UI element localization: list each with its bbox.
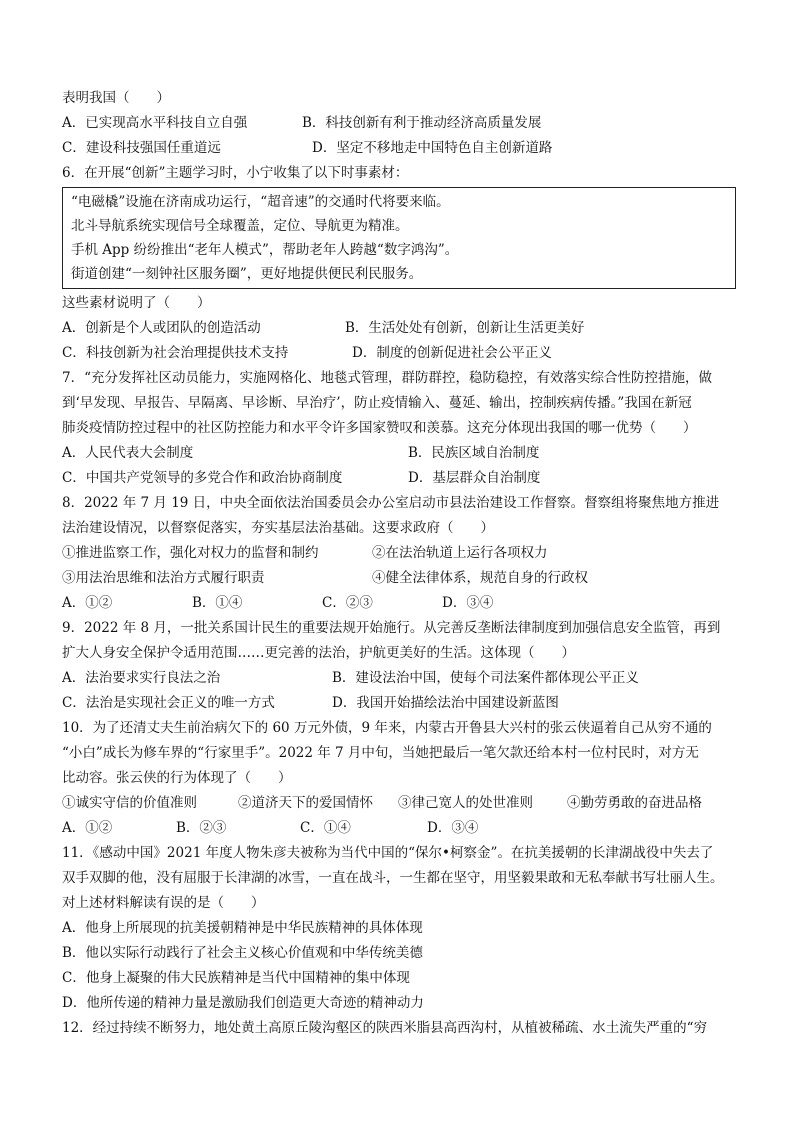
q11-option-d: D．他所传递的精神力量是激励我们创造更大奇迹的精神动力	[62, 995, 424, 1011]
q7-option-d: D．基层群众自治制度	[408, 470, 541, 486]
exam-page	[62, 86, 742, 1041]
q5-options-row-1	[62, 111, 742, 136]
q7-option-c: C．中国共产党领导的多党合作和政治协商制度	[62, 470, 343, 486]
q10-statements-row	[62, 791, 742, 816]
q10-option-b: B．②③	[176, 820, 227, 836]
q10-options-row	[62, 816, 742, 841]
q8-statement-2: ②在法治轨道上运行各项权力	[372, 545, 548, 561]
q8-stem-line-2: 法治建设情况，以督察促落实，夯实基层法治基础。这要求政府（ ）	[62, 520, 494, 536]
q10-option-d: D．③④	[427, 820, 479, 836]
q10-statement-2: ②道济天下的爱国情怀	[238, 795, 373, 811]
q11-stem-line-3: 对上述材料解读有误的是（ ）	[62, 895, 265, 911]
q10-stem-line-2: “小白”成长为修车界的“行家里手”。2022 年 7 月中旬，当她把最后一笔欠款还给本村一位村民时，对方无	[62, 745, 699, 761]
q12-stem-line-1: 12．经过持续不断努力，地处黄土高原丘陵沟壑区的陕西米脂县高西沟村，从植被稀疏、水土流失严重的“穷	[62, 1020, 708, 1036]
q6-materials-box	[62, 187, 736, 289]
q8-stem-line-1: 8．2022 年 7 月 19 日，中央全面依法治国委员会办公室启动市县法治建设工作督察。督察组将聚焦地方推进	[62, 495, 720, 511]
q5-option-b: B．科技创新有利于推动经济高质量发展	[302, 115, 542, 131]
q7-options-row-1	[62, 441, 742, 466]
q8-option-c: C．②③	[322, 595, 373, 611]
q5-option-d: D．坚定不移地走中国特色自主创新道路	[312, 140, 553, 156]
q5-options-row-2	[62, 136, 742, 161]
q6-option-b: B．生活处处有创新，创新让生活更美好	[345, 320, 585, 336]
q7-stem-line-1: 7．“充分发挥社区动员能力，实施网格化、地毯式管理，群防群控，稳防稳控，有效落实综合性防控措施，做	[62, 370, 712, 386]
q6-material-4: 街道创建“一刻钟社区服务圈”，更好地提供便民利民服务。	[71, 266, 423, 282]
q5-stem-tail: 表明我国（ ）	[62, 90, 170, 106]
q10-option-c: C．①④	[300, 820, 351, 836]
q7-option-b: B．民族区域自治制度	[408, 445, 540, 461]
q8-option-a: A．①②	[62, 595, 113, 611]
q10-statement-4: ④勤劳勇敢的奋进品格	[567, 795, 702, 811]
q9-option-c: C．法治是实现社会正义的唯一方式	[62, 695, 275, 711]
q11-option-c: C．他身上凝聚的伟大民族精神是当代中国精神的集中体现	[62, 970, 410, 986]
q11-option-a: A．他身上所展现的抗美援朝精神是中华民族精神的具体体现	[62, 920, 423, 936]
q10-statement-1: ①诚实守信的价值准则	[62, 795, 197, 811]
q5-option-a: A．已实现高水平科技自立自强	[62, 115, 248, 131]
q6-material-3: 手机 App 纷纷推出“老年人模式”，帮助老年人跨越“数字鸿沟”。	[71, 242, 459, 258]
q8-statements-row-2	[62, 566, 742, 591]
q8-option-b: B．①④	[192, 595, 243, 611]
q7-options-row-2	[62, 466, 742, 491]
q9-option-a: A．法治要求实行良法之治	[62, 670, 221, 686]
q6-option-d: D．制度的创新促进社会公平正义	[352, 345, 552, 361]
q6-material-1: “电磁橇”设施在济南成功运行，“超音速”的交通时代将要来临。	[71, 194, 450, 210]
q9-stem-line-2: 扩大人身安全保护令适用范围……更完善的法治，护航更美好的生活。这体现（ ）	[62, 645, 575, 661]
q11-stem-line-2: 双手双脚的他，没有屈服于长津湖的冰雪，一直在战斗，一生都在坚守，用坚毅果敢和无私奉献书写壮丽人生。	[62, 870, 724, 886]
q6-options-row-2	[62, 341, 742, 366]
q9-option-b: B．建设法治中国，使每个司法案件都体现公平正义	[332, 670, 639, 686]
q9-options-row-1	[62, 666, 742, 691]
q8-statement-1: ①推进监察工作，强化对权力的监督和制约	[62, 545, 319, 561]
q8-options-row	[62, 591, 742, 616]
q7-stem-line-3: 肺炎疫情防控过程中的社区防控能力和水平令许多国家赞叹和羡慕。这充分体现出我国的哪一优势（ ）	[62, 420, 697, 436]
q10-statement-3: ③律己宽人的处世准则	[398, 795, 533, 811]
q6-option-a: A．创新是个人或团队的创造活动	[62, 320, 261, 336]
q6-stem: 6．在开展“创新”主题学习时，小宁收集了以下时事素材：	[62, 165, 409, 181]
q6-question: 这些素材说明了（ ）	[62, 295, 211, 311]
q10-stem-line-3: 比动容。张云侠的行为体现了（ ）	[62, 770, 292, 786]
q9-stem-line-1: 9．2022 年 8 月，一批关系国计民生的重要法规开始施行。从完善反垄断法律制度到加强信息安全监管，再到	[62, 620, 721, 636]
q7-stem-line-2: 到‘早发现、早报告、早隔离、早诊断、早治疗’，防止疫情输入、蔓延、输出，控制疾病传播。”我国在新冠	[62, 395, 692, 411]
q9-option-d: D．我国开始描绘法治中国建设新蓝图	[332, 695, 559, 711]
q9-options-row-2	[62, 691, 742, 716]
q11-option-b: B．他以实际行动践行了社会主义核心价值观和中华传统美德	[62, 945, 423, 961]
q6-material-2: 北斗导航系统实现信号全球覆盖，定位、导航更为精准。	[71, 218, 409, 234]
q8-statement-4: ④健全法律体系，规范自身的行政权	[372, 570, 588, 586]
q6-options-row-1	[62, 316, 742, 341]
q10-stem-line-1: 10．为了还清丈夫生前治病欠下的 60 万元外债，9 年来，内蒙古开鲁县大兴村的张云侠逼着自己从穷不通的	[62, 720, 712, 736]
q8-option-d: D．③④	[442, 595, 494, 611]
q11-stem-line-1: 11．《感动中国》2021 年度人物朱彦夫被称为当代中国的“保尔•柯察金”。在抗美援朝的长津湖战役中失去了	[62, 845, 714, 861]
q8-statement-3: ③用法治思维和法治方式履行职责	[62, 570, 265, 586]
q5-option-c: C．建设科技强国任重道远	[62, 140, 221, 156]
q6-option-c: C．科技创新为社会治理提供技术支持	[62, 345, 289, 361]
q8-statements-row-1	[62, 541, 742, 566]
q10-option-a: A．①②	[62, 820, 113, 836]
q7-option-a: A．人民代表大会制度	[62, 445, 194, 461]
